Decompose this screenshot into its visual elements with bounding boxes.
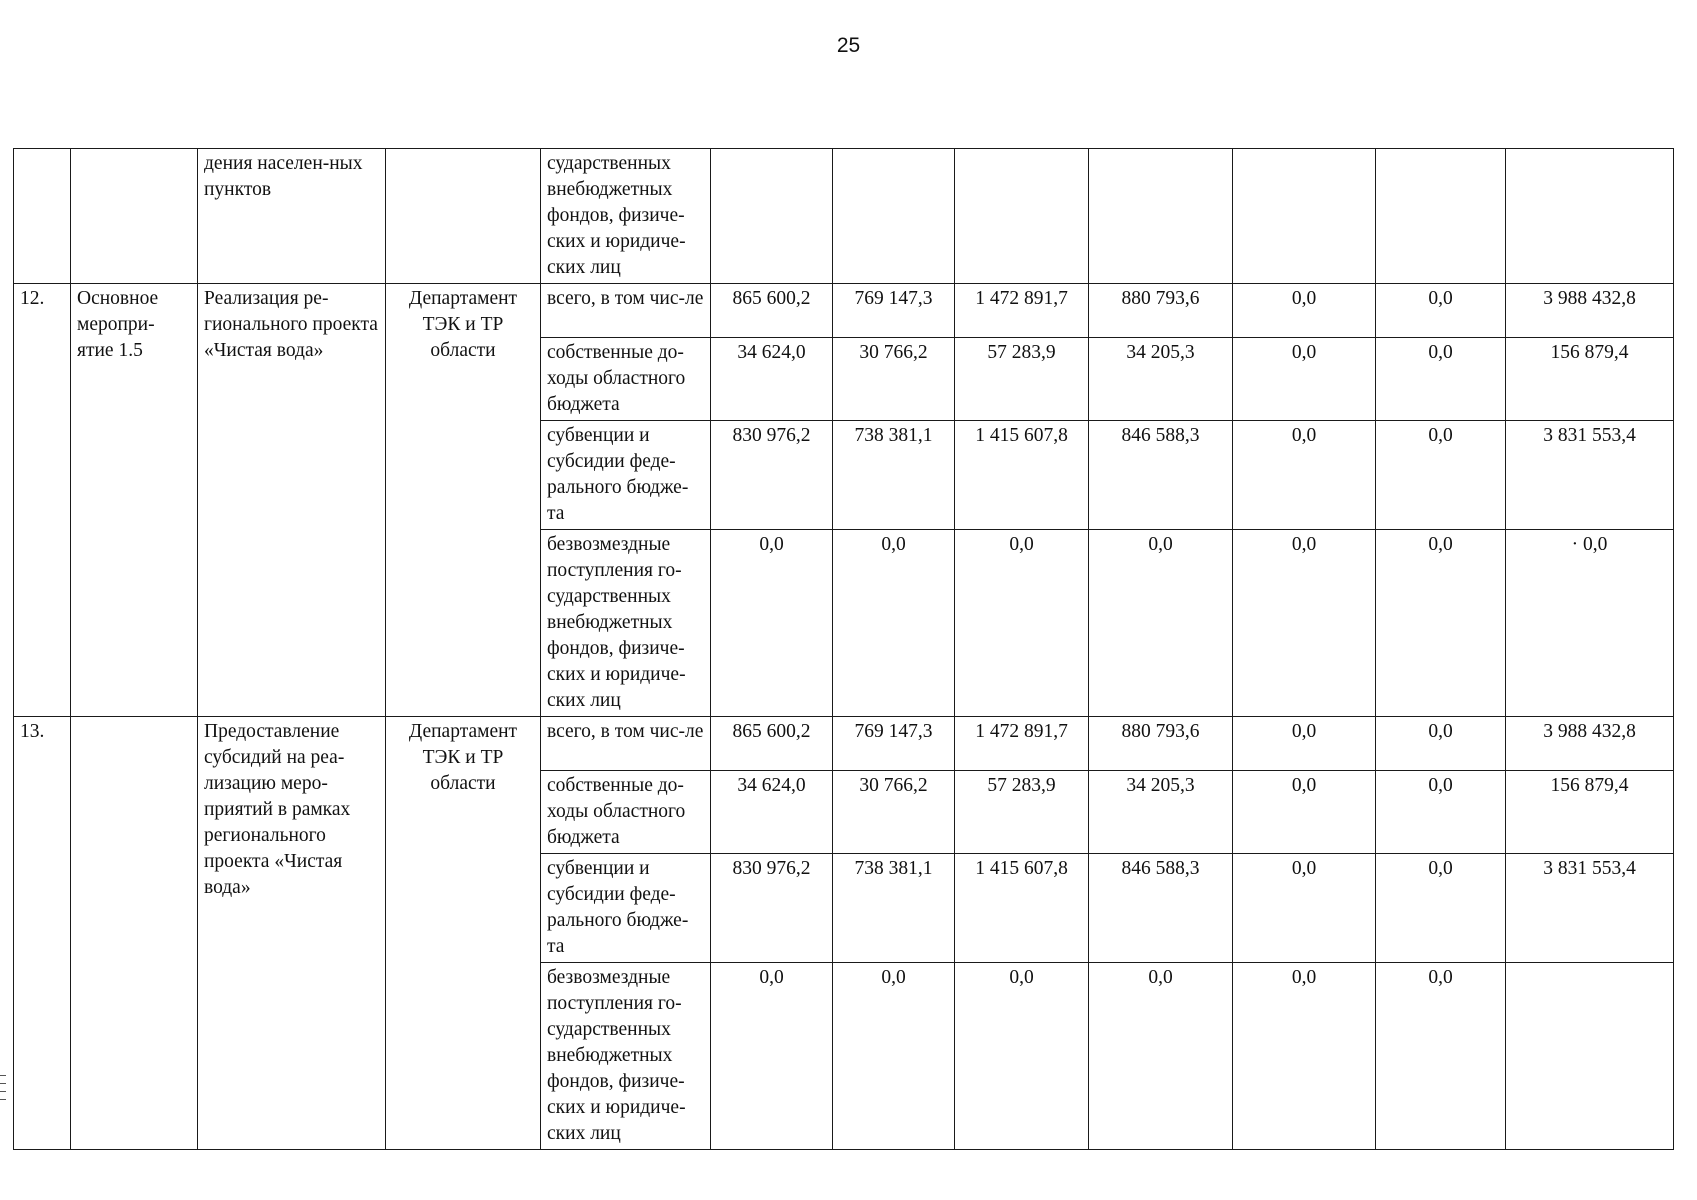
continuation-row [14,149,1674,284]
funding-source: безвозмездные поступления го-сударственных внебюджетных фондов, физиче-ских и юридиче-ских лиц [541,530,711,717]
funding-source: субвенции и субсидии феде-рального бюдже-та [541,854,711,963]
total-cell: 3 988 432,8 [1506,284,1674,338]
funding-source: собственные до-ходы областного бюджета [541,338,711,421]
value-cell: 880 793,6 [1089,284,1233,338]
value-cell: 738 381,1 [833,854,955,963]
value-cell: 34 205,3 [1089,338,1233,421]
value-cell: 1 472 891,7 [955,717,1089,771]
value-cell: 0,0 [1376,854,1506,963]
value-cell: 30 766,2 [833,338,955,421]
row-index: 12. [14,284,71,717]
cell-value [1089,149,1233,284]
cell-value [1506,149,1674,284]
value-cell: 57 283,9 [955,771,1089,854]
cell-value [711,149,833,284]
value-cell: 0,0 [833,963,955,1150]
value-cell: 0,0 [1233,717,1376,771]
value-cell: 0,0 [711,530,833,717]
funding-source: всего, в том чис-ле [541,284,711,338]
row-status: Основное меропри-ятие 1.5 [71,284,198,717]
value-cell: 769 147,3 [833,284,955,338]
row-executor: Департамент ТЭК и ТР области [386,284,541,717]
cell-name: дения населен-ных пунктов [198,149,386,284]
value-cell: 0,0 [1233,771,1376,854]
value-cell: 0,0 [1376,530,1506,717]
total-cell: · 0,0 [1506,530,1674,717]
value-cell: 0,0 [955,530,1089,717]
cell-value [955,149,1089,284]
value-cell: 865 600,2 [711,284,833,338]
value-cell: 0,0 [711,963,833,1150]
cell-value [1376,149,1506,284]
value-cell: 0,0 [1376,717,1506,771]
value-cell: 738 381,1 [833,421,955,530]
row-name: Реализация ре-гионального проекта «Чистая вода» [198,284,386,717]
scan-edge-marks [0,1075,6,1115]
value-cell: 0,0 [1089,530,1233,717]
value-cell: 30 766,2 [833,771,955,854]
cell-status [71,149,198,284]
value-cell: 1 415 607,8 [955,854,1089,963]
value-cell: 0,0 [1376,963,1506,1150]
value-cell: 57 283,9 [955,338,1089,421]
value-cell: 0,0 [1233,854,1376,963]
total-cell [1506,963,1674,1150]
table-row [14,284,1674,338]
value-cell: 0,0 [955,963,1089,1150]
total-cell: 3 831 553,4 [1506,421,1674,530]
total-cell: 3 831 553,4 [1506,854,1674,963]
value-cell: 0,0 [1233,421,1376,530]
value-cell: 830 976,2 [711,854,833,963]
total-cell: 3 988 432,8 [1506,717,1674,771]
row-index: 13. [14,717,71,1150]
cell-executor [386,149,541,284]
table-row [14,717,1674,771]
value-cell: 846 588,3 [1089,421,1233,530]
value-cell: 34 205,3 [1089,771,1233,854]
funding-source: субвенции и субсидии феде-рального бюдже-та [541,421,711,530]
value-cell: 0,0 [1233,338,1376,421]
value-cell: 0,0 [1233,963,1376,1150]
budget-table [13,148,1674,1150]
value-cell: 0,0 [1089,963,1233,1150]
cell-index [14,149,71,284]
value-cell: 0,0 [833,530,955,717]
value-cell: 0,0 [1376,284,1506,338]
value-cell: 1 415 607,8 [955,421,1089,530]
cell-value [833,149,955,284]
cell-source: сударственных внебюджетных фондов, физиче-ских и юридиче-ских лиц [541,149,711,284]
value-cell: 0,0 [1233,284,1376,338]
row-executor: Департамент ТЭК и ТР области [386,717,541,1150]
row-status [71,717,198,1150]
value-cell: 34 624,0 [711,338,833,421]
value-cell: 830 976,2 [711,421,833,530]
total-cell: 156 879,4 [1506,771,1674,854]
cell-value [1233,149,1376,284]
value-cell: 0,0 [1233,530,1376,717]
value-cell: 0,0 [1376,421,1506,530]
page-number: 25 [836,34,861,57]
funding-source: собственные до-ходы областного бюджета [541,771,711,854]
value-cell: 0,0 [1376,338,1506,421]
funding-source: всего, в том чис-ле [541,717,711,771]
value-cell: 0,0 [1376,771,1506,854]
total-cell: 156 879,4 [1506,338,1674,421]
row-name: Предоставление субсидий на реа-лизацию меро-приятий в рамках регионального проекта «Чистая вода» [198,717,386,1150]
funding-source: безвозмездные поступления го-сударственных внебюджетных фондов, физиче-ских и юридиче-ских лиц [541,963,711,1150]
value-cell: 846 588,3 [1089,854,1233,963]
value-cell: 769 147,3 [833,717,955,771]
value-cell: 1 472 891,7 [955,284,1089,338]
value-cell: 34 624,0 [711,771,833,854]
value-cell: 880 793,6 [1089,717,1233,771]
value-cell: 865 600,2 [711,717,833,771]
